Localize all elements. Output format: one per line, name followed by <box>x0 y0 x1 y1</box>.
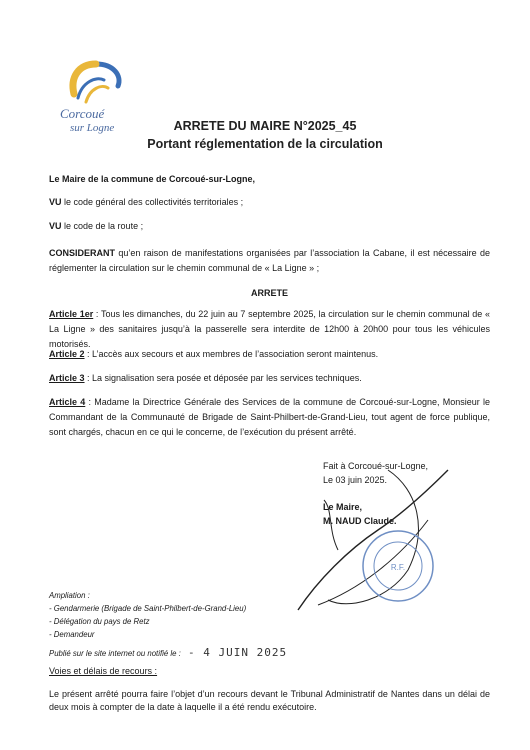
vu-label: VU <box>49 221 62 231</box>
article-text: : L’accès aux secours et aux membres de l’association seront maintenus. <box>84 349 379 359</box>
article-2 <box>49 347 490 362</box>
ampliation-item: - Demandeur <box>49 630 95 639</box>
arrete-heading: ARRETE <box>250 288 288 298</box>
official-stamp <box>360 528 436 604</box>
fait-date: Le 03 juin 2025. <box>323 475 388 485</box>
recours-text: Le présent arrêté pourra faire l’objet d’un recours devant le Tribunal Administratif de Nantes dans un délai de deux mois à compter de la date à laquelle il a été rendu exécutoire. <box>49 689 490 712</box>
ampliation-title: Ampliation : <box>49 591 90 600</box>
publication-label: Publié sur le site internet ou notifié le : <box>49 649 181 658</box>
article-label: Article 4 <box>49 397 86 407</box>
decree-subtitle: Portant réglementation de la circulation <box>147 137 383 151</box>
logo-text-line2: sur Logne <box>70 122 115 134</box>
article-4 <box>49 395 490 440</box>
vu-line-2 <box>49 219 490 234</box>
publication-date: - 4 JUIN 2025 <box>188 646 288 659</box>
svg-text:R.F.: R.F. <box>390 563 406 572</box>
considerant-text: qu’en raison de manifestations organisées par l’association la Cabane, il est nécessaire de réglementer la circulation sur le chemin communal de « La Ligne » ; <box>49 248 490 273</box>
article-3 <box>49 371 490 386</box>
signer-title: Le Maire, <box>323 502 363 512</box>
fait-place: Fait à Corcoué-sur-Logne, <box>323 461 429 471</box>
ampliation-block <box>49 589 246 641</box>
article-text: : La signalisation sera posée et déposée par les services techniques. <box>84 373 362 383</box>
ampliation-item: - Délégation du pays de Retz <box>49 617 150 626</box>
signer-name: M. NAUD Claude. <box>323 516 397 526</box>
intro-line: Le Maire de la commune de Corcoué-sur-Logne, <box>49 174 256 184</box>
article-label: Article 2 <box>49 349 85 359</box>
article-1 <box>49 307 490 352</box>
considerant-paragraph <box>49 246 490 276</box>
article-text: : Tous les dimanches, du 22 juin au 7 septembre 2025, la circulation sur le chemin communal de « La Ligne » des sanitaires jusqu’à la passerelle sera interdite de 12h00 à 20h00 pour tous les véhicules motorisés. <box>49 309 490 349</box>
article-text: : Madame la Directrice Générale des Services de la commune de Corcoué-sur-Logne, Monsieur le Commandant de la Communauté de Brigade de Saint-Philbert-de-Grand-Lieu, tout agent de force publique, sont chargés, chacun en ce qui le concerne, de l’exécution du présent arrêté. <box>49 397 490 437</box>
vu-text: le code général des collectivités territoriales ; <box>61 197 244 207</box>
municipal-logo <box>56 58 136 148</box>
vu-text: le code de la route ; <box>61 221 144 231</box>
ampliation-item: - Gendarmerie (Brigade de Saint-Philbert-de-Grand-Lieu) <box>49 604 247 613</box>
considerant-label: CONSIDERANT <box>49 248 116 258</box>
vu-line-1 <box>49 195 490 210</box>
vu-label: VU <box>49 197 62 207</box>
logo-text-line1: Corcoué <box>60 106 105 121</box>
recours-title: Voies et délais de recours : <box>49 666 158 676</box>
decree-title: ARRETE DU MAIRE N°2025_45 <box>173 119 357 133</box>
article-label: Article 1er <box>49 309 94 319</box>
article-label: Article 3 <box>49 373 85 383</box>
